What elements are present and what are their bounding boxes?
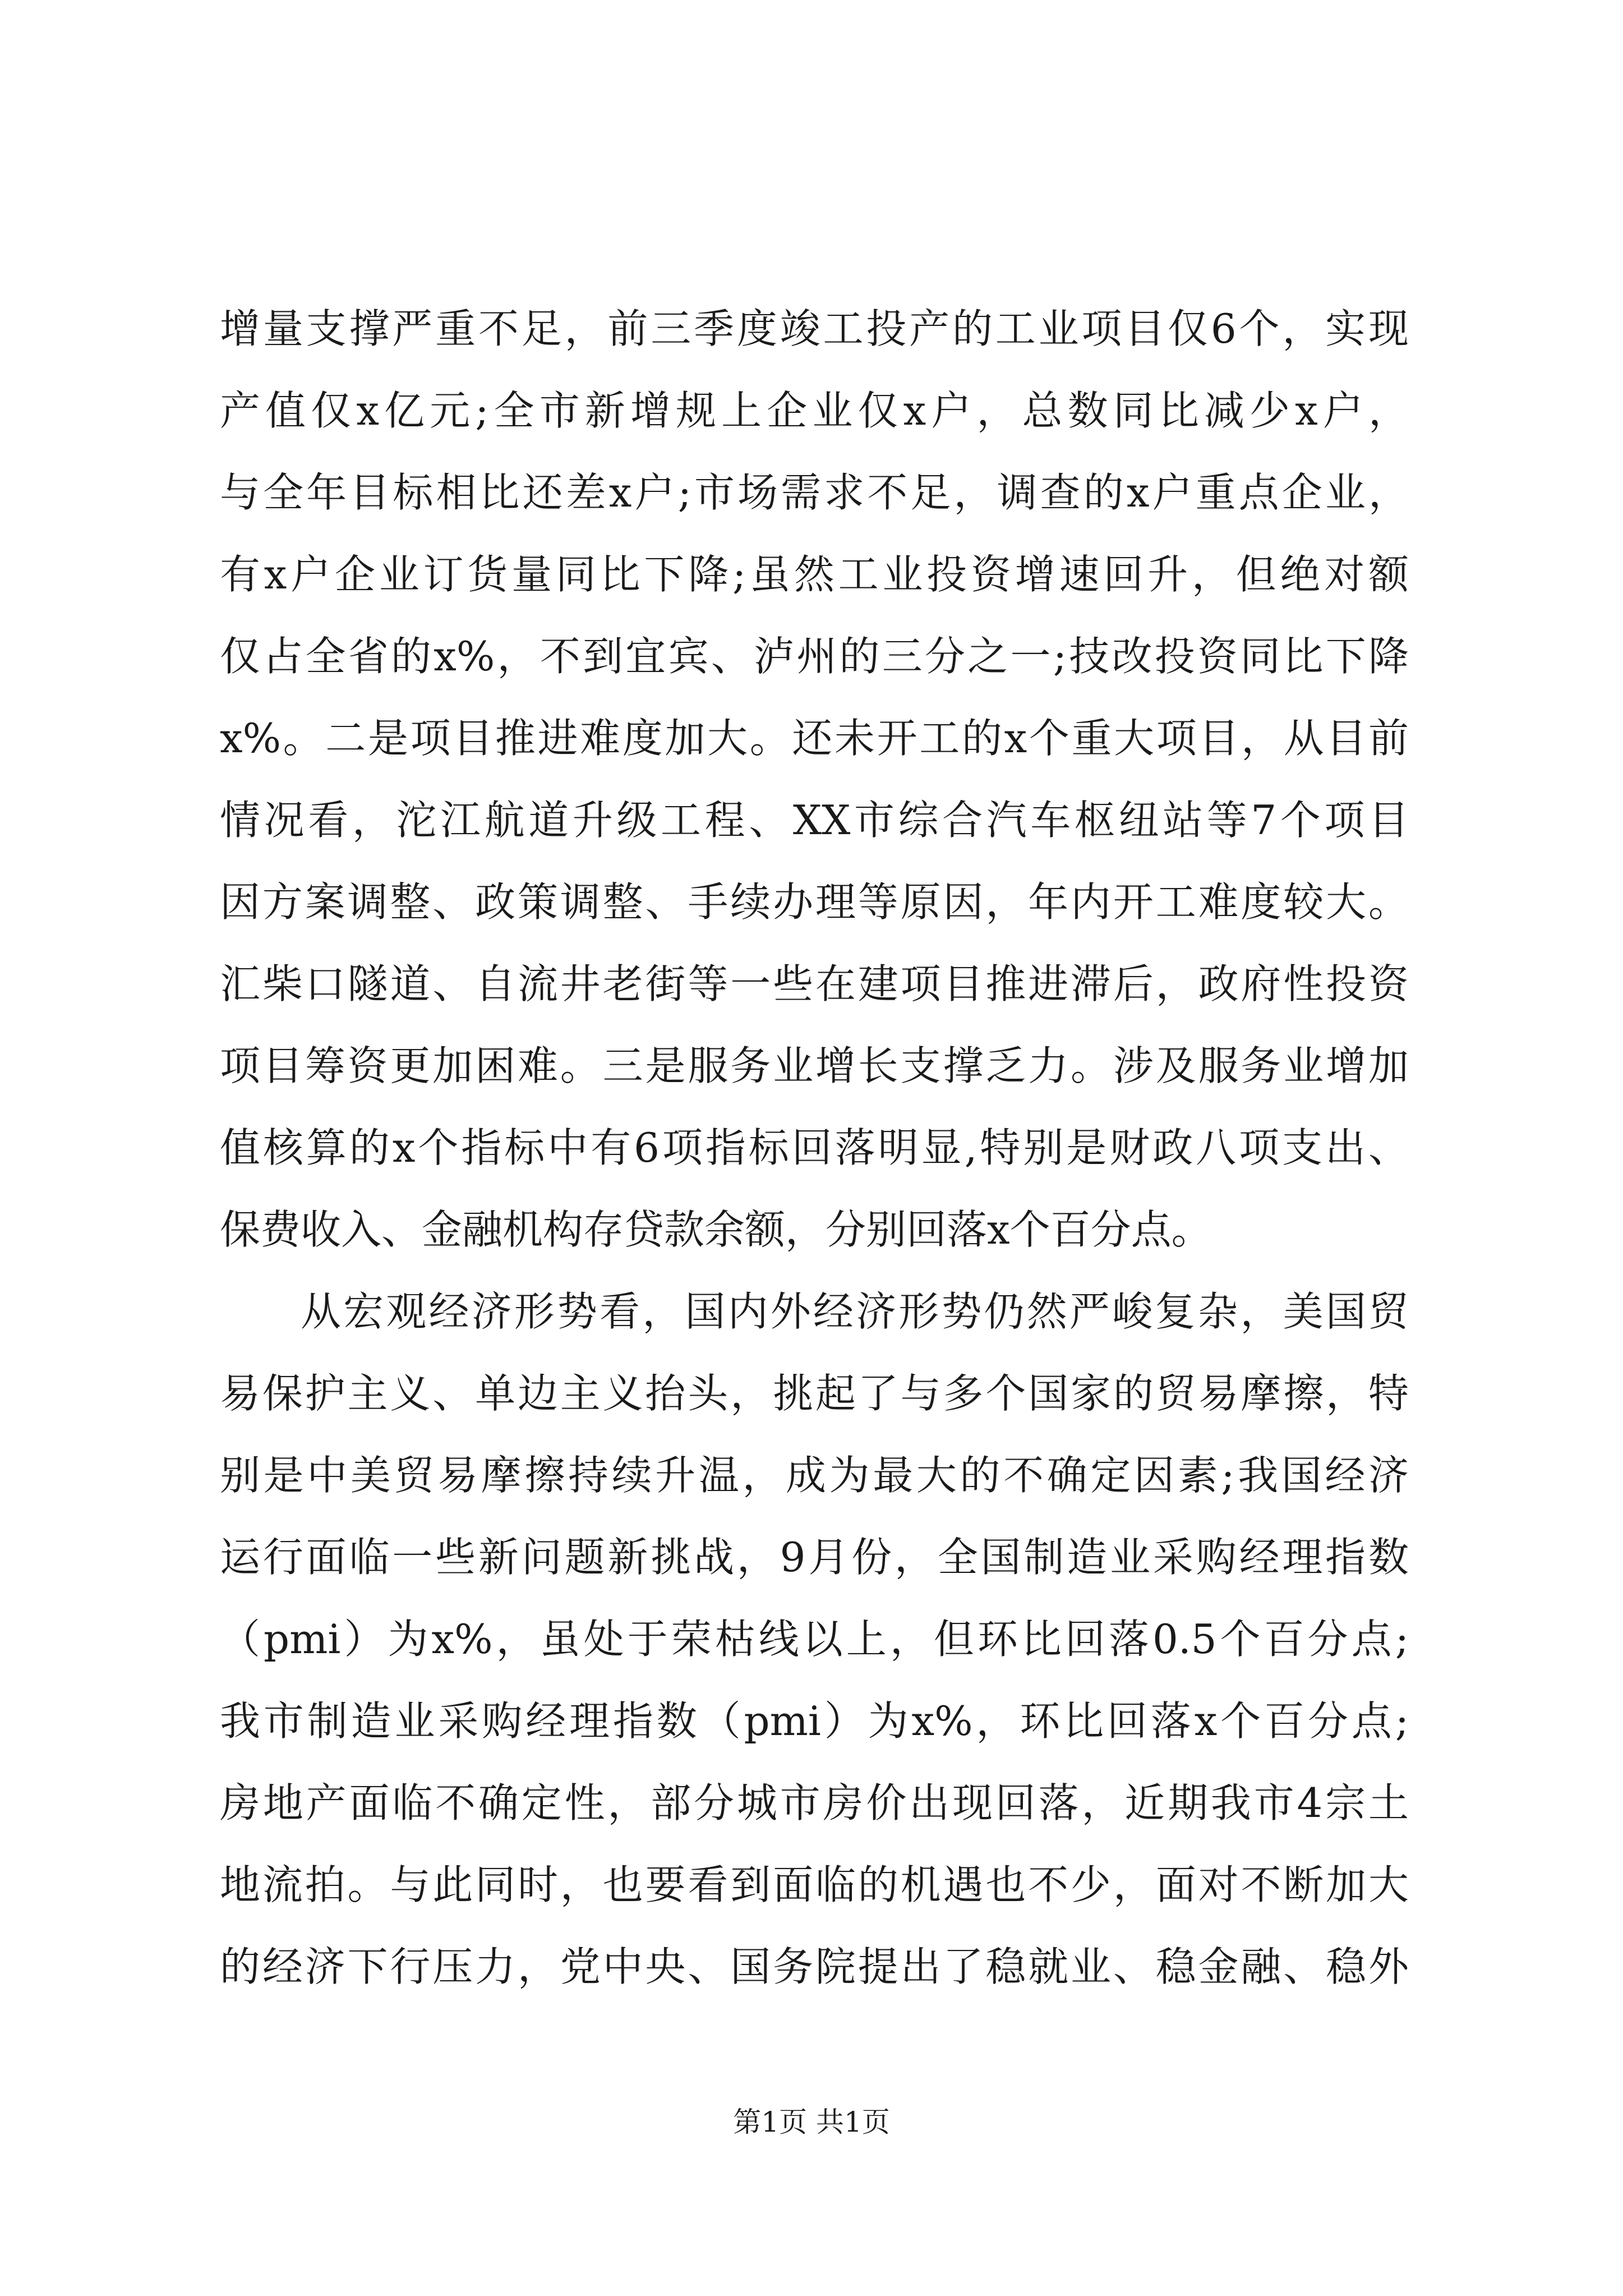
text-line: x%。二是项目推进难度加大。还未开工的x个重大项目，从目前 (220, 715, 1409, 762)
text-line: 保费收入、金融机构存贷款余额，分别回落x个百分点。 (220, 1206, 1212, 1253)
text-line: （pmi）为x%，虽处于荣枯线以上，但环比回落0.5个百分点; (220, 1616, 1409, 1663)
text-line: 易保护主义、单边主义抬头，挑起了与多个国家的贸易摩擦，特 (220, 1370, 1409, 1417)
text-line: 与全年目标相比还差x户;市场需求不足，调查的x户重点企业， (220, 469, 1409, 516)
text-line: 汇柴口隧道、自流井老街等一些在建项目推进滞后，政府性投资 (220, 960, 1409, 1007)
text-line: 情况看，沱江航道升级工程、XX市综合汽车枢纽站等7个项目 (220, 797, 1409, 844)
text-line: 的经济下行压力，党中央、国务院提出了稳就业、稳金融、稳外 (220, 1943, 1409, 1990)
text-line: 从宏观经济形势看，国内外经济形势仍然严峻复杂，美国贸 (301, 1288, 1409, 1335)
text-line: 增量支撑严重不足，前三季度竣工投产的工业项目仅6个，实现 (220, 305, 1409, 352)
page-number-footer: 第1页 共1页 (733, 2106, 890, 2138)
text-line: 值核算的x个指标中有6项指标回落明显,特别是财政八项支出、 (220, 1124, 1409, 1171)
document-body (220, 298, 1409, 2018)
text-line: 地流拍。与此同时，也要看到面临的机遇也不少，面对不断加大 (220, 1861, 1409, 1908)
text-line: 别是中美贸易摩擦持续升温，成为最大的不确定因素;我国经济 (220, 1452, 1409, 1499)
text-line: 我市制造业采购经理指数（pmi）为x%，环比回落x个百分点; (220, 1697, 1409, 1745)
text-line: 有x户企业订货量同比下降;虽然工业投资增速回升，但绝对额 (220, 551, 1409, 598)
text-line: 房地产面临不确定性，部分城市房价出现回落，近期我市4宗土 (220, 1779, 1409, 1826)
text-line: 因方案调整、政策调整、手续办理等原因，年内开工难度较大。 (220, 878, 1409, 926)
text-line: 仅占全省的x%，不到宜宾、泸州的三分之一;技改投资同比下降 (220, 633, 1409, 680)
text-line: 产值仅x亿元;全市新增规上企业仅x户，总数同比减少x户， (220, 387, 1409, 434)
text-line: 运行面临一些新问题新挑战，9月份，全国制造业采购经理指数 (220, 1534, 1409, 1581)
text-line: 项目筹资更加困难。三是服务业增长支撑乏力。涉及服务业增加 (220, 1042, 1409, 1089)
